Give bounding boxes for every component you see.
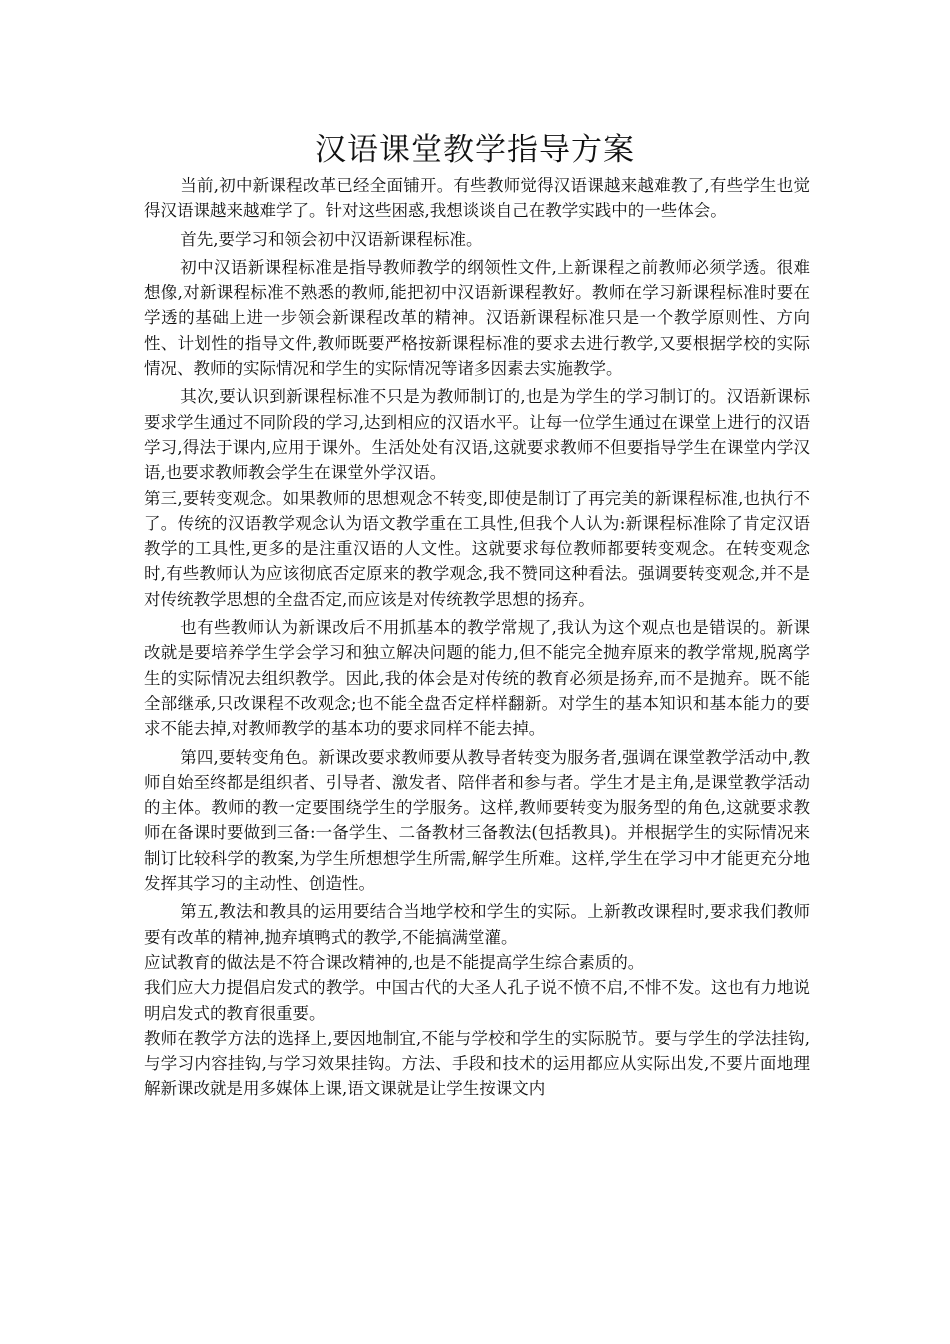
- paragraph-heuristic-teaching: 我们应大力提倡启发式的教学。中国古代的大圣人孔子说不愤不启,不悱不发。这也有力地说明启发式的教育很重要。: [144, 978, 810, 1023]
- paragraph-teaching-methods: 教师在教学方法的选择上,要因地制宜,不能与学校和学生的实际脱节。要与学生的学法挂钩,与学习内容挂钩,与学习效果挂钩。方法、手段和技术的运用都应从实际出发,不要片面地理解新课改就是用多媒体上课,语文课就是让学生按课文内: [144, 1028, 810, 1099]
- paragraph-intro: 当前,初中新课程改革已经全面铺开。有些教师觉得汉语课越来越难教了,有些学生也觉得汉语课越来越难学了。针对这些困惑,我想谈谈自己在教学实践中的一些体会。: [144, 176, 810, 221]
- paragraph-first-point: 首先,要学习和领会初中汉语新课程标准。: [180, 229, 483, 249]
- paragraph-second-point: 其次,要认识到新课程标准不只是为教师制订的,也是为学生的学习制订的。汉语新课标要求学生通过不同阶段的学习,达到相应的汉语水平。让每一位学生通过在课堂上进行的汉语学习,得法于课内,应用于课外。生活处处有汉语,这就要求教师不但要指导学生在课堂内学汉语,也要求教师教会学生在课堂外学汉语。: [144, 387, 810, 483]
- paragraph-fifth-point: 第五,教法和教具的运用要结合当地学校和学生的实际。上新教改课程时,要求我们教师要有改革的精神,抛弃填鸭式的教学,不能搞满堂灌。: [144, 902, 810, 947]
- paragraph-teaching-routine: 也有些教师认为新课改后不用抓基本的教学常规了,我认为这个观点也是错误的。新课改就是要培养学生学会学习和独立解决问题的能力,但不能完全抛弃原来的教学常规,脱离学生的实际情况去组织教学。因此,我的体会是对传统的教育必须是扬弃,而不是抛弃。既不能全部继承,只改课程不改观念;也不能全盘否定样样翻新。对学生的基本知识和基本能力的要求不能去掉,对教师教学的基本功的要求同样不能去掉。: [144, 618, 810, 739]
- paragraph-fourth-point: 第四,要转变角色。新课改要求教师要从教导者转变为服务者,强调在课堂教学活动中,教师自始至终都是组织者、引导者、激发者、陪伴者和参与者。学生才是主角,是课堂教学活动的主体。教师的教一定要围绕学生的学服务。这样,教师要转变为服务型的角色,这就要求教师在备课时要做到三备:一备学生、二备教材三备教法(包括教具)。并根据学生的实际情况来制订比较科学的教案,为学生所想想学生所需,解学生所难。这样,学生在学习中才能更充分地发挥其学习的主动性、创造性。: [144, 747, 810, 894]
- paragraph-curriculum-standard: 初中汉语新课程标准是指导教师教学的纲领性文件,上新课程之前教师必须学透。很难想像,对新课程标准不熟悉的教师,能把初中汉语新课程教好。教师在学习新课程标准时要在学透的基础上进一步领会新课程改革的精神。汉语新课程标准只是一个教学原则性、方向性、计划性的指导文件,教师既要严格按新课程标准的要求去进行教学,又要根据学校的实际情况、教师的实际情况和学生的实际情况等诸多因素去实施教学。: [144, 257, 810, 379]
- paragraph-exam-education: 应试教育的做法是不符合课改精神的,也是不能提高学生综合素质的。: [144, 952, 645, 972]
- paragraph-third-point: 第三,要转变观念。如果教师的思想观念不转变,即使是制订了再完美的新课程标准,也执行不了。传统的汉语教学观念认为语文教学重在工具性,但我个人认为:新课程标准除了肯定汉语教学的工具性,更多的是注重汉语的人文性。这就要求每位教师都要转变观念。在转变观念时,有些教师认为应该彻底否定原来的教学观念,我不赞同这种看法。强调要转变观念,并不是对传统教学思想的全盘否定,而应该是对传统教学思想的扬弃。: [144, 488, 810, 609]
- document-title: 汉语课堂教学指导方案: [315, 132, 635, 168]
- document-body: [144, 173, 810, 1102]
